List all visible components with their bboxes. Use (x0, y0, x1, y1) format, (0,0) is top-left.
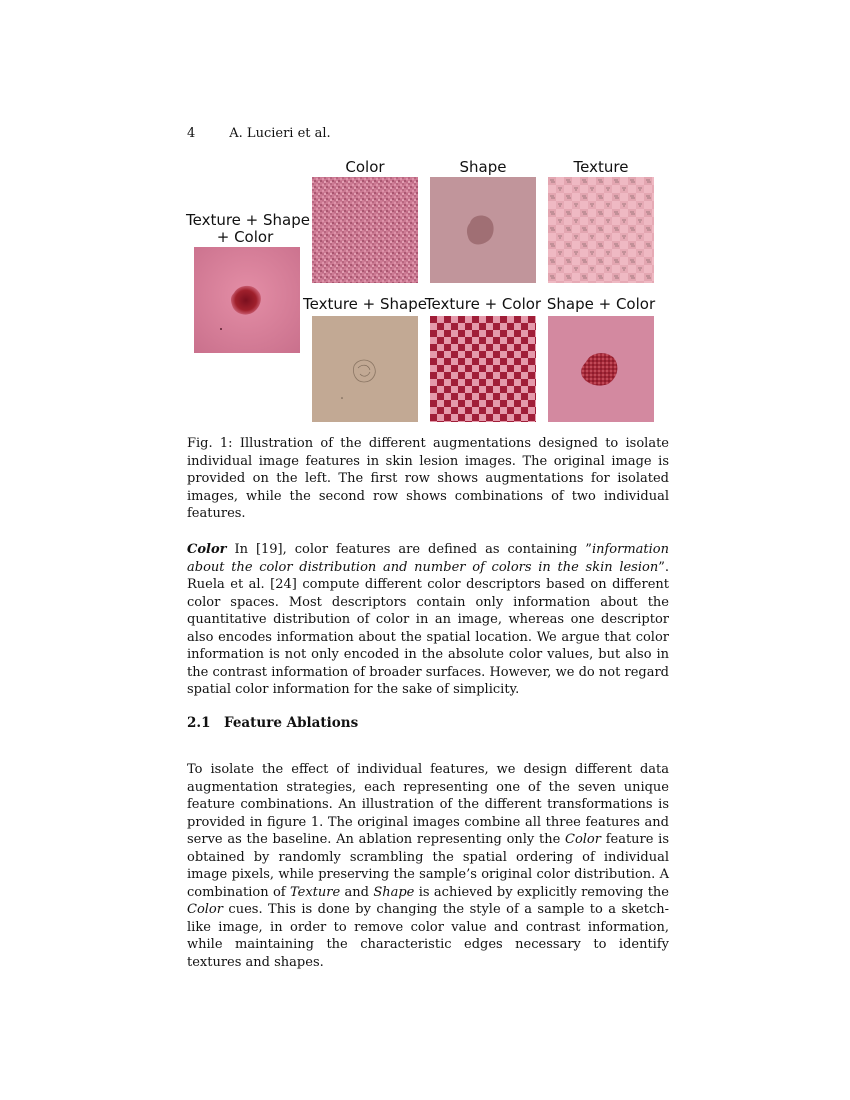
ablation-text4: is achieved by explicitly removing the (414, 884, 669, 900)
section-title: Feature Ablations (224, 715, 359, 731)
ablation-text1: To isolate the effect of individual features, we design different data augmentation strategies, each representing one of the seven unique feature combinations. An illustration of the different transformations is provided in figure 1. The original images combine all three features and serve as the baseline. An ablation representing only the (187, 762, 669, 847)
color-paragraph (187, 541, 669, 699)
original-label-line1: Texture + Shape (186, 211, 310, 229)
page-number: 4 (187, 126, 196, 141)
texture-ablation-image (548, 177, 654, 283)
label-color: Color (345, 158, 385, 176)
figure-caption: Fig. 1: Illustration of the different augmentations designed to isolate individual image features in skin lesion images. The original image is provided on the left. The first row shows augmentations for isolated images, while the second row shows combinations of two individual features. (187, 436, 669, 521)
original-label (186, 211, 310, 246)
original-lesion-image (194, 247, 300, 353)
color-paragraph-quote: information about the color distribution and number of colors in the skin lesion (187, 542, 669, 575)
color-ablation-image (312, 177, 418, 283)
ablation-italic1: Color (565, 832, 601, 847)
label-texture-color: Texture + Color (424, 295, 542, 313)
texture-color-ablation-image (430, 316, 536, 422)
color-paragraph-lead: Color (187, 542, 227, 557)
original-label-line2: + Color (216, 228, 274, 246)
section-number: 2.1 (187, 715, 211, 731)
shape-ablation-image (430, 177, 536, 283)
label-texture: Texture (573, 158, 629, 176)
texture-shape-ablation-image (312, 316, 418, 422)
author-line: A. Lucieri et al. (229, 126, 331, 141)
running-header (187, 126, 331, 141)
ablation-paragraph (187, 761, 669, 971)
shape-color-ablation-image (548, 316, 654, 422)
ablation-italic4: Color (187, 902, 223, 917)
ablation-text5: cues. This is done by changing the style of a sample to a sketch-like image, in order to remove color value and contrast information, while maintaining the characteristic edges necessary to identify textures and shapes. (187, 902, 669, 970)
label-shape-color: Shape + Color (546, 295, 656, 313)
color-paragraph-text2: ”. Ruela et al. [24] compute different color descriptors based on different color spaces. Most descriptors contain only information about the quantitative distribution of color in an image, whereas one descriptor also encodes information about the spatial location. We argue that color information is not only encoded in the absolute color values, but also in the contrast information of broader surfaces. However, we do not regard spatial color information for the sake of simplicity. (187, 559, 669, 697)
ablation-italic3: Shape (373, 884, 415, 900)
label-shape: Shape (459, 158, 507, 176)
ablation-text3: and (340, 884, 374, 900)
ablation-italic2: Texture (289, 884, 341, 900)
section-heading (187, 715, 358, 731)
ablation-text2: feature is obtained by randomly scrambling the spatial ordering of individual image pixels, while preserving the sample’s original color distribution. A combination of (187, 832, 670, 900)
color-paragraph-text1: In [19], color features are defined as containing ” (226, 542, 592, 557)
label-texture-shape: Texture + Shape (303, 295, 427, 313)
